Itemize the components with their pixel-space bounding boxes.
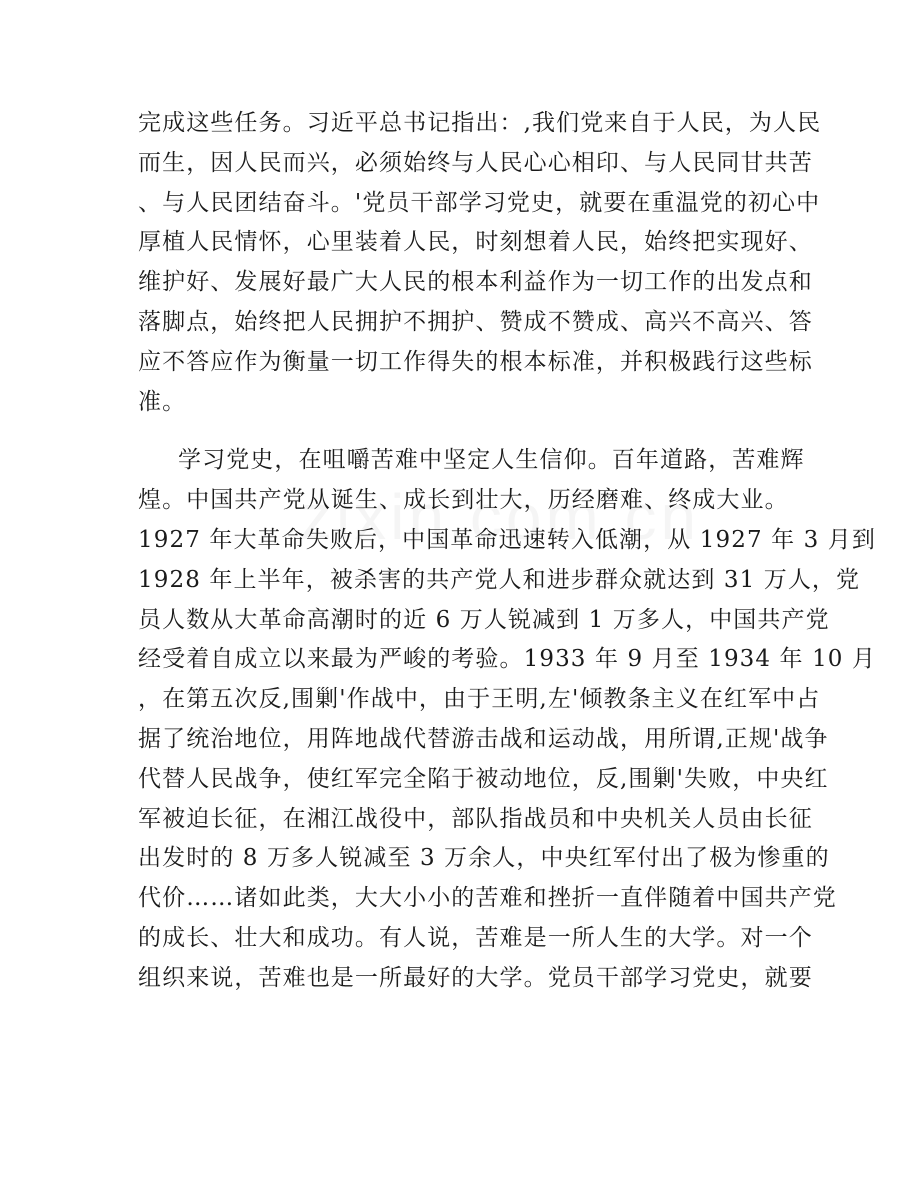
document-body [138,104,877,999]
text-line: 煌。中国共产党从诞生、成长到壮大，历经磨难、终成大业。 [138,487,789,514]
text-line: 厚植人民情怀，心里装着人民，时刻想着人民，始终把实现好、 [138,229,813,256]
paragraph-gap [138,422,798,441]
text-line: 组织来说，苦难也是一所最好的大学。党员干部学习党史，就要 [138,964,813,991]
text-line: 准。 [138,388,187,415]
text-line: 军被迫长征，在湘江战役中，部队指战员和中央机关人员由长征 [138,805,813,832]
text-line: 的成长、壮大和成功。有人说，苦难是一所人生的大学。对一个 [138,924,813,951]
text-line: 据了统治地位，用阵地战代替游击战和运动战，用所谓,正规'战争 [138,725,829,752]
text-line: 1927 年大革命失败后，中国革命迅速转入低潮，从 1927 年 3 月到 [138,526,876,553]
text-line: 经受着自成立以来最为严峻的考验。1933 年 9 月至 1934 年 10 月 [138,646,877,673]
text-line: ，在第五次反,围剿'作战中，由于王明,左'倾教条主义在红军中占 [138,686,821,713]
text-line: 出发时的 8 万多人锐减至 3 万余人，中央红军付出了极为惨重的 [138,845,830,872]
paragraph-1 [138,104,822,422]
text-line: 完成这些任务。习近平总书记指出：,我们党来自于人民，为人民 [138,110,822,136]
text-line: 代替人民战争，使红军完全陷于被动地位，反,围剿'失败，中央红 [138,765,829,792]
text-line: 落脚点，始终把人民拥护不拥护、赞成不赞成、高兴不高兴、答 [138,308,813,335]
text-line: 维护好、发展好最广大人民的根本利益作为一切工作的出发点和 [138,269,813,296]
text-line: 、与人民团结奋斗。'党员干部学习党史，就要在重温党的初心中 [138,189,821,216]
text-line: 1928 年上半年，被杀害的共产党人和进步群众就达到 31 万人，党 [138,566,861,593]
text-line: 员人数从大革命高潮时的近 6 万人锐减到 1 万多人，中国共产党 [138,606,830,633]
text-line: 应不答应作为衡量一切工作得失的根本标准，并积极践行这些标 [138,348,813,375]
text-line: 学习党史，在咀嚼苦难中坚定人生信仰。百年道路，苦难辉 [178,447,805,474]
text-line: 而生，因人民而兴，必须始终与人民心心相印、与人民同甘共苦 [138,149,813,176]
paragraph-2 [138,441,877,998]
text-line: 代价……诸如此类，大大小小的苦难和挫折一直伴随着中国共产党 [138,885,837,912]
